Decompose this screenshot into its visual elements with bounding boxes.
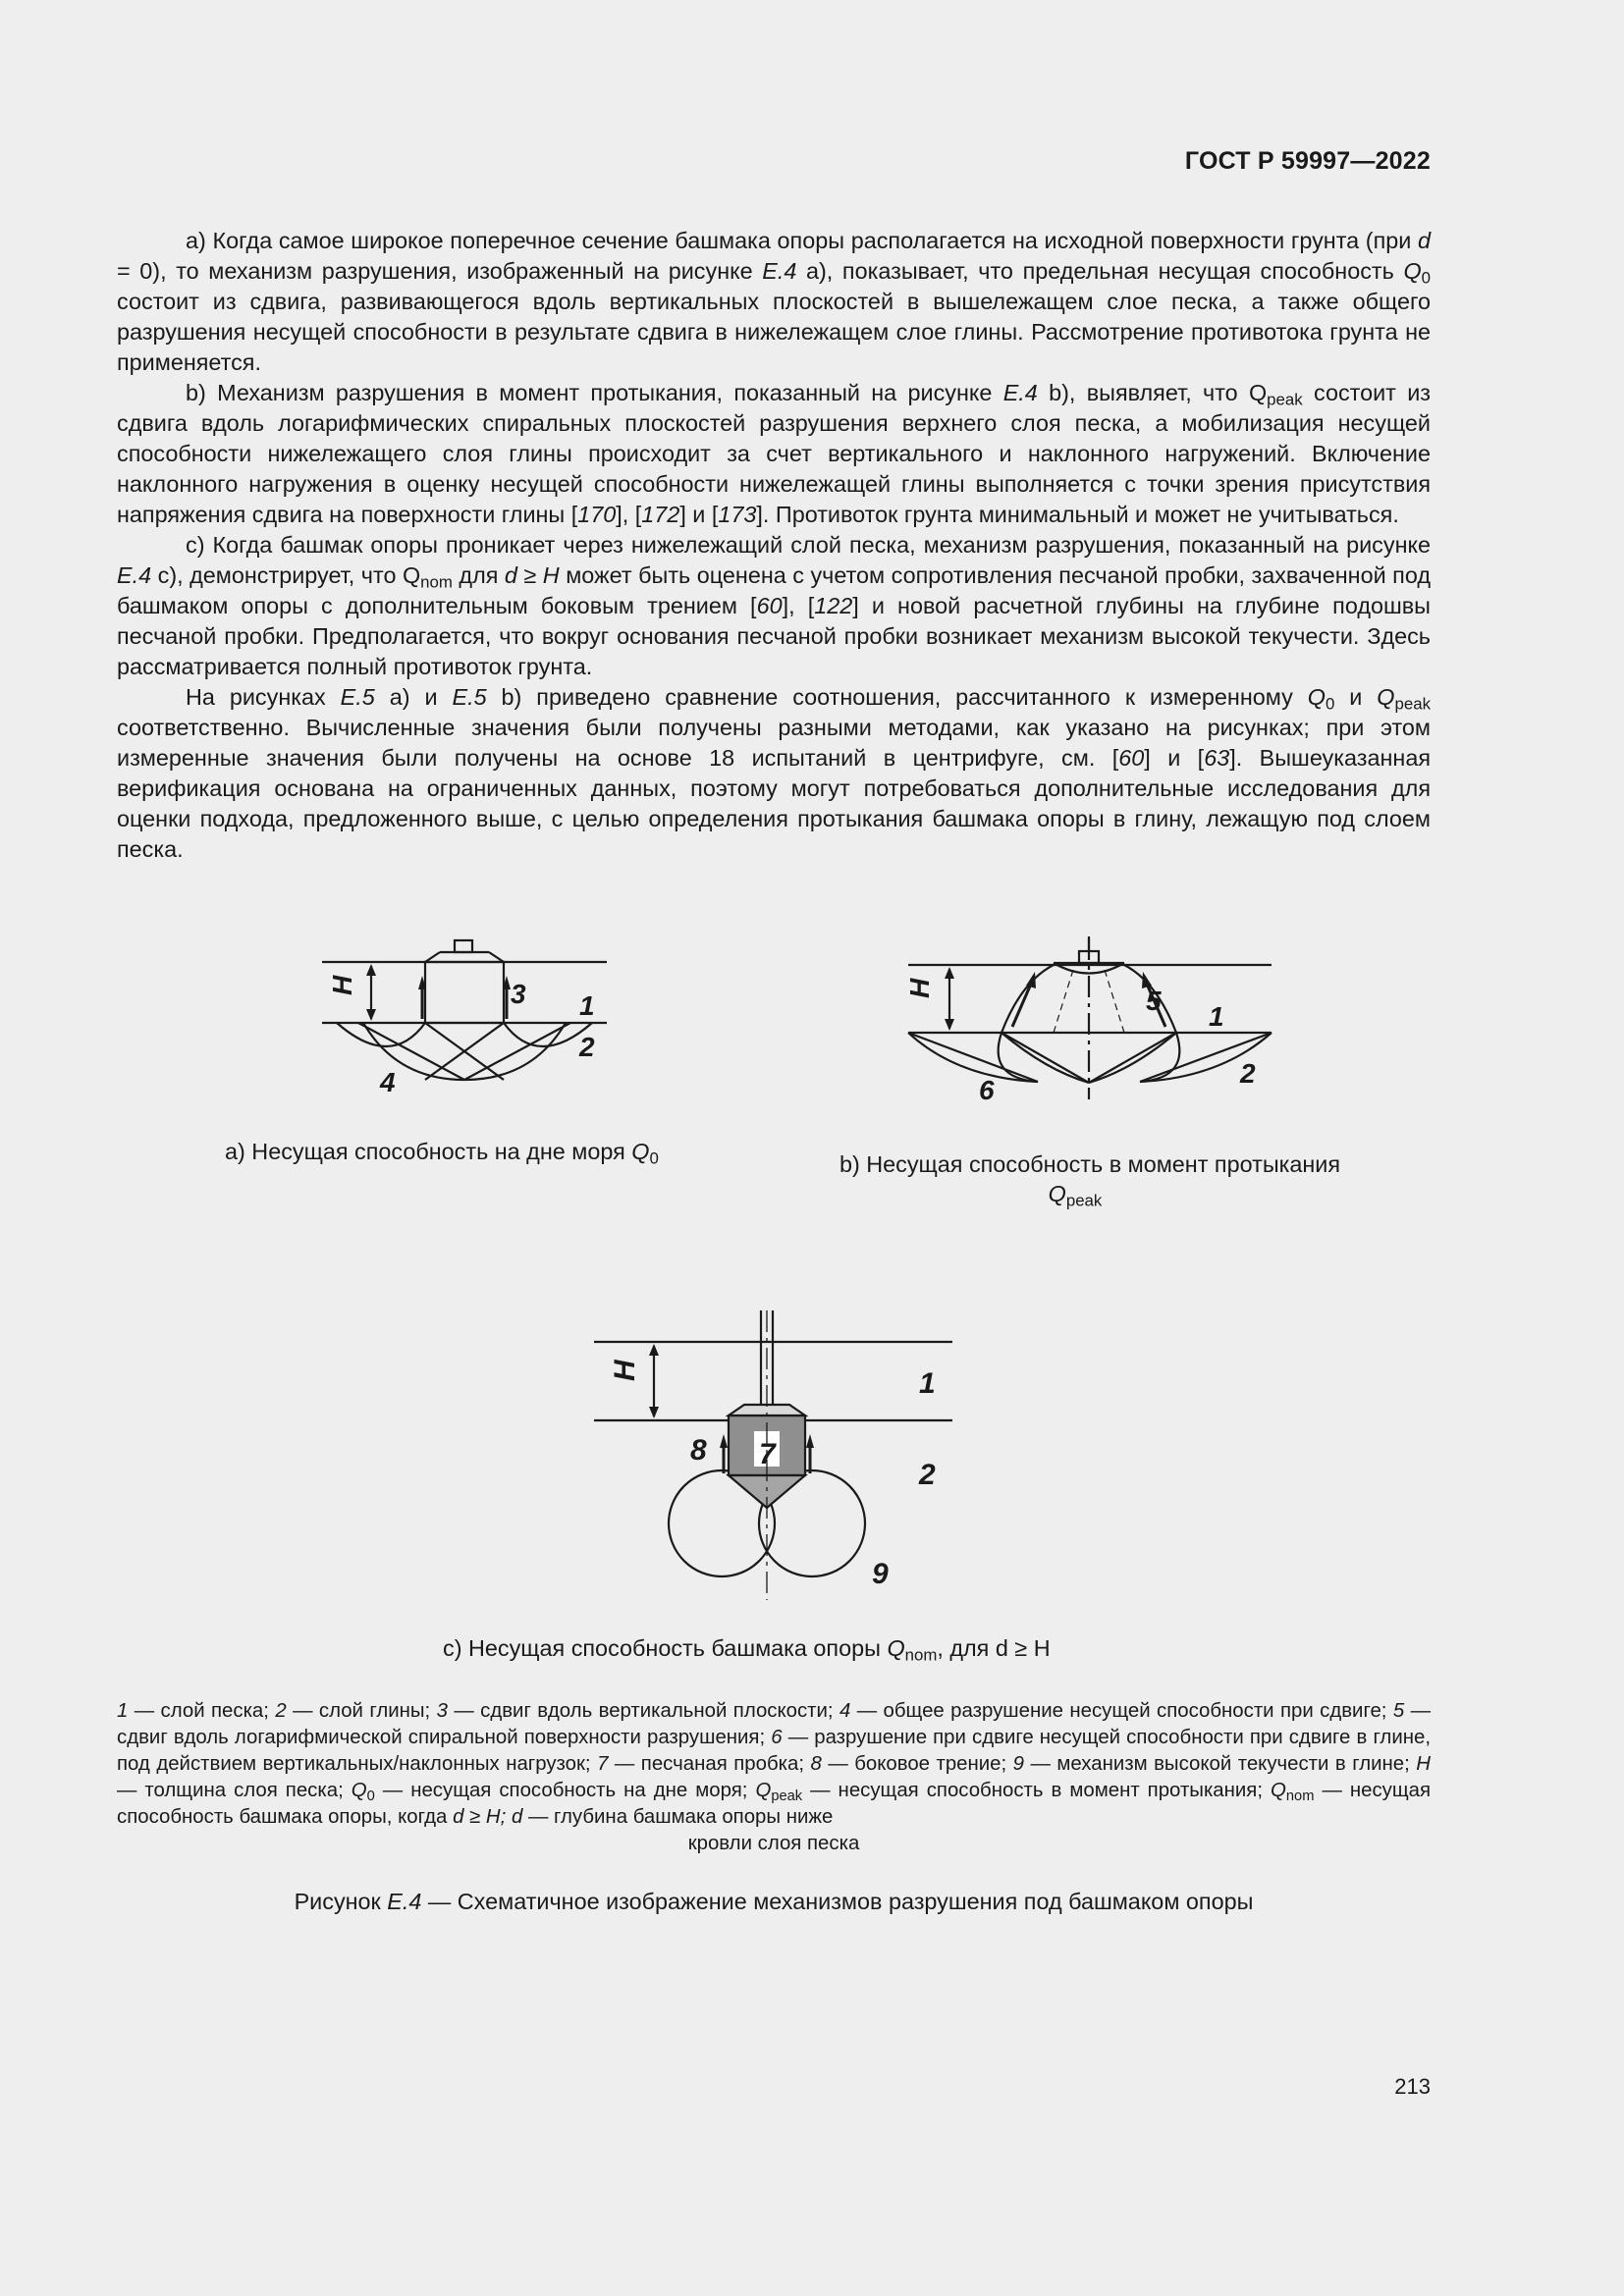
figure-legend: 1 — слой песка; 2 — слой глины; 3 — сдвиг вдоль вертикальной плоскости; 4 — общее разрушение несущей способности при сдвиге; 5 — сдвиг вдоль логарифмической спиральной поверхности разрушения; 6 — разрушение при сдвиге несущей способности при сдвиге в глине, под действием вертикальных/наклонных нагрузок; 7 — песчаная пробка; 8 — боковое трение; 9 — механизм высокой текучести в глине; H — толщина слоя песка; $Q_0$ — несущая способность на дне моря; $Q_{peak}$ — несущая способность в момент протыкания; $Q_{nom}$ — несущая способность башмака опоры, когда d ≥ H; d — глубина башмака опоры ниже кровли слоя песка	[117, 1700, 1431, 1854]
figure-b-label-h: H	[904, 978, 935, 998]
figure-a-label-4: 4	[380, 1067, 396, 1097]
paragraph-b: b) Механизм разрушения в момент протыкания, показанный на рисунке E.4 b), выявляет, что $Q_{peak}$ состоит из сдвига вдоль логарифмических спиральных плоскостей разрушения верхнего слоя песка, а мобилизация несущей способности нижележащего слоя глины происходит за счет вертикального и наклонного нагружений. Включение наклонного нагружения в оценку несущей способности нижележащей глины выполняется с точки зрения присутствия напряжения сдвига на поверхности глины [170], [172] и [173]. Противоток грунта минимальный и может не учитываться.	[117, 380, 1431, 527]
page-number: 213	[1394, 2074, 1431, 2099]
figure-a-label-1: 1	[579, 990, 595, 1021]
figure-c-label-7: 7	[759, 1438, 776, 1470]
figure-c-label-1: 1	[919, 1367, 936, 1400]
figure-a-label-3: 3	[511, 979, 526, 1009]
paragraph-a: а) Когда самое широкое поперечное сечение башмака опоры располагается на исходной поверхности грунта (при d = 0), то механизм разрушения, изображенный на рисунке E.4 а), показывает, что предельная несущая способность $Q_0$ состоит из сдвига, развивающегося вдоль вертикальных плоскостей в вышележащем слое песка, а также общего разрушения несущей способности в результате сдвига в нижележащем слое глины. Рассмотрение противотока грунта не применяется.	[117, 228, 1431, 375]
figure-c-label-2: 2	[919, 1459, 936, 1491]
document-standard-number: ГОСТ Р 59997—2022	[1184, 147, 1431, 175]
figure-a-caption: а) Несущая способность на дне моря $Q_0$	[225, 1139, 659, 1168]
figure-b-label-1: 1	[1209, 1001, 1224, 1032]
figure-a-label-h: H	[327, 975, 357, 995]
figure-b-label-2: 2	[1240, 1058, 1256, 1089]
figure-a-diagram	[295, 933, 628, 1109]
figure-title: Рисунок E.4 — Схематичное изображение механизмов разрушения под башмаком опоры	[294, 1889, 1254, 1914]
body-text	[117, 226, 1431, 865]
figure-c-label-h: H	[609, 1360, 641, 1381]
figure-c-caption: с) Несущая способность башмака опоры $Q_{nom}$, для d ≥ H	[443, 1635, 1051, 1665]
figure-a-label-2: 2	[579, 1032, 595, 1062]
figure-b-caption: b) Несущая способность в момент протыкания $Q_{peak}$	[839, 1151, 1341, 1210]
figure-b-diagram	[898, 933, 1281, 1109]
paragraph-d: На рисунках E.5 а) и E.5 b) приведено сравнение соотношения, рассчитанного к измеренному $Q_0$ и $Q_{peak}$ соответственно. Вычисленные значения были получены разными методами, как указано на рисунках; при этом измеренные значения были получены на основе 18 испытаний в центрифуге, см. [60] и [63]. Вышеуказанная верификация основана на ограниченных данных, поэтому могут потребоваться дополнительные исследования для оценки подхода, предложенного выше, с целью определения протыкания башмака опоры в глину, лежащую под слоем песка.	[117, 684, 1431, 862]
figure-b-label-6: 6	[979, 1075, 995, 1105]
figure-b-label-5: 5	[1146, 986, 1162, 1016]
paragraph-c: c) Когда башмак опоры проникает через нижележащий слой песка, механизм разрушения, показанный на рисунке E.4 c), демонстрирует, что $Q_{nom}$ для d ≥ H может быть оценена с учетом сопротивления песчаной пробки, захваченной под башмаком опоры с дополнительным боковым трением [60], [122] и новой расчетной глубины на глубине подошвы песчаной пробки. Предполагается, что вокруг основания песчаной пробки возникает механизм высокой текучести. Здесь рассматривается полный противоток грунта.	[117, 532, 1431, 679]
figure-c-label-9: 9	[872, 1558, 889, 1590]
figure-c-label-8: 8	[690, 1434, 707, 1467]
figure-c-diagram	[589, 1310, 962, 1600]
